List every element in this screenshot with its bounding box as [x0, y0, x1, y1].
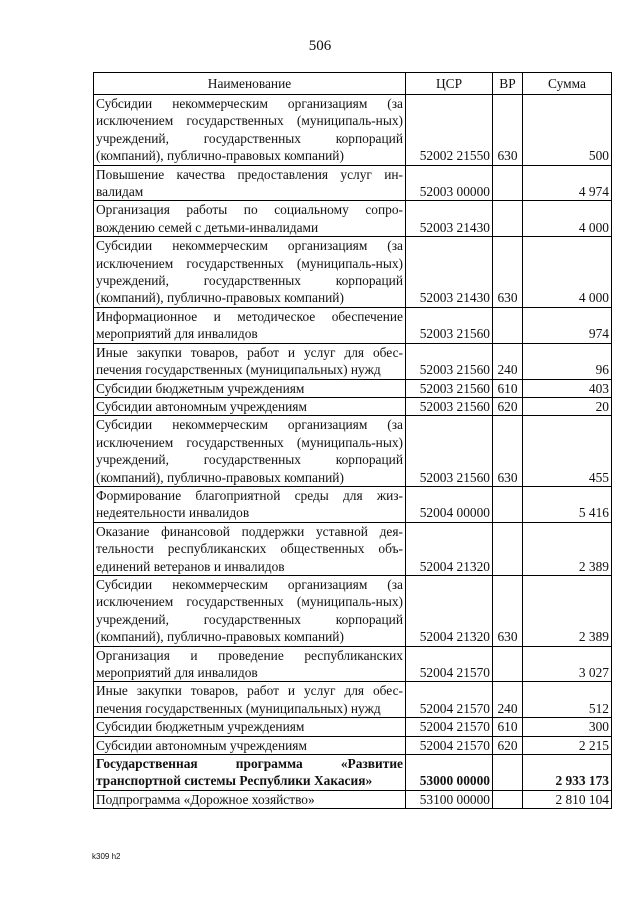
cell-vr: 630	[493, 95, 523, 166]
cell-csr: 52003 21560	[406, 397, 493, 415]
page-number: 506	[308, 38, 332, 54]
cell-csr: 52003 21430	[406, 237, 493, 308]
cell-name: Организация работы по социальному сопро-вождению семей с детьми-инвалидами	[94, 201, 406, 237]
cell-name: Субсидии некоммерческим организациям (за исключением государственных (муниципаль-ных) учреждений, государственных корпораций (компаний), публично-правовых компаний)	[94, 237, 406, 308]
cell-vr: 620	[493, 397, 523, 415]
table-row	[94, 416, 612, 487]
table-row	[94, 718, 612, 736]
table-row	[94, 682, 612, 718]
cell-vr	[493, 165, 523, 201]
table-body	[94, 95, 612, 809]
table-row	[94, 307, 612, 343]
table-row	[94, 95, 612, 166]
cell-sum: 96	[523, 343, 612, 379]
cell-csr: 52004 21570	[406, 646, 493, 682]
cell-name: Подпрограмма «Дорожное хозяйство»	[94, 790, 406, 808]
cell-csr: 52004 21570	[406, 718, 493, 736]
cell-vr	[493, 646, 523, 682]
cell-csr: 52003 21560	[406, 307, 493, 343]
cell-sum: 2 389	[523, 522, 612, 575]
table-row	[94, 397, 612, 415]
cell-sum: 2 810 104	[523, 790, 612, 808]
cell-name: Иные закупки товаров, работ и услуг для обес-печения государственных (муниципальных) нужд	[94, 343, 406, 379]
cell-csr: 53000 00000	[406, 755, 493, 791]
table-row	[94, 379, 612, 397]
cell-vr	[493, 201, 523, 237]
cell-sum: 500	[523, 95, 612, 166]
cell-sum: 2 933 173	[523, 755, 612, 791]
cell-vr	[493, 522, 523, 575]
table-row	[94, 790, 612, 808]
cell-csr: 52004 00000	[406, 486, 493, 522]
cell-sum: 455	[523, 416, 612, 487]
cell-csr: 52003 21430	[406, 201, 493, 237]
cell-vr	[493, 307, 523, 343]
cell-csr: 52003 21560	[406, 379, 493, 397]
table-row	[94, 237, 612, 308]
cell-name: Субсидии некоммерческим организациям (за исключением государственных (муниципаль-ных) учреждений, государственных корпораций (компаний), публично-правовых компаний)	[94, 575, 406, 646]
table-row	[94, 575, 612, 646]
cell-sum: 4 000	[523, 201, 612, 237]
cell-vr: 630	[493, 575, 523, 646]
cell-csr: 52004 21320	[406, 522, 493, 575]
cell-sum: 5 416	[523, 486, 612, 522]
header-sum: Сумма	[523, 73, 612, 95]
table-row	[94, 486, 612, 522]
cell-csr: 52004 21570	[406, 736, 493, 754]
cell-sum: 4 974	[523, 165, 612, 201]
cell-name: Повышение качества предоставления услуг ин-валидам	[94, 165, 406, 201]
header-csr: ЦСР	[406, 73, 493, 95]
cell-csr: 52004 21570	[406, 682, 493, 718]
cell-name: Субсидии некоммерческим организациям (за исключением государственных (муниципаль-ных) учреждений, государственных корпораций (компаний), публично-правовых компаний)	[94, 95, 406, 166]
table-row	[94, 201, 612, 237]
table-row	[94, 522, 612, 575]
cell-name: Организация и проведение республиканских мероприятий для инвалидов	[94, 646, 406, 682]
cell-name: Субсидии автономным учреждениям	[94, 397, 406, 415]
cell-csr: 52004 21320	[406, 575, 493, 646]
cell-vr	[493, 486, 523, 522]
budget-table	[93, 72, 612, 809]
cell-name: Информационное и методическое обеспечение мероприятий для инвалидов	[94, 307, 406, 343]
cell-csr: 53100 00000	[406, 790, 493, 808]
cell-vr	[493, 790, 523, 808]
table-row	[94, 736, 612, 754]
table-row	[94, 165, 612, 201]
table-row	[94, 343, 612, 379]
cell-csr: 52003 21560	[406, 343, 493, 379]
cell-name: Субсидии бюджетным учреждениям	[94, 379, 406, 397]
cell-name: Субсидии бюджетным учреждениям	[94, 718, 406, 736]
cell-sum: 20	[523, 397, 612, 415]
cell-name: Формирование благоприятной среды для жиз-недеятельности инвалидов	[94, 486, 406, 522]
cell-vr: 610	[493, 379, 523, 397]
cell-sum: 2 215	[523, 736, 612, 754]
cell-csr: 52002 21550	[406, 95, 493, 166]
cell-vr: 620	[493, 736, 523, 754]
footer-code: k309 h2	[92, 852, 121, 861]
cell-name: Субсидии автономным учреждениям	[94, 736, 406, 754]
cell-sum: 403	[523, 379, 612, 397]
cell-vr: 240	[493, 343, 523, 379]
cell-sum: 974	[523, 307, 612, 343]
cell-vr: 630	[493, 416, 523, 487]
cell-sum: 300	[523, 718, 612, 736]
cell-csr: 52003 00000	[406, 165, 493, 201]
cell-sum: 2 389	[523, 575, 612, 646]
cell-vr	[493, 755, 523, 791]
cell-csr: 52003 21560	[406, 416, 493, 487]
header-vr: ВР	[493, 73, 523, 95]
cell-vr: 610	[493, 718, 523, 736]
cell-vr: 630	[493, 237, 523, 308]
cell-name: Субсидии некоммерческим организациям (за исключением государственных (муниципаль-ных) учреждений, государственных корпораций (компаний), публично-правовых компаний)	[94, 416, 406, 487]
header-name: Наименование	[94, 73, 406, 95]
table-header-row	[94, 73, 612, 95]
table-row	[94, 646, 612, 682]
table-row	[94, 755, 612, 791]
cell-sum: 512	[523, 682, 612, 718]
cell-vr: 240	[493, 682, 523, 718]
cell-sum: 3 027	[523, 646, 612, 682]
cell-name: Оказание финансовой поддержки уставной дея-тельности республиканских общественных объ-единений ветеранов и инвалидов	[94, 522, 406, 575]
cell-name: Иные закупки товаров, работ и услуг для обес-печения государственных (муниципальных) нужд	[94, 682, 406, 718]
cell-name: Государственная программа «Развитие транспортной системы Республики Хакасия»	[94, 755, 406, 791]
cell-sum: 4 000	[523, 237, 612, 308]
